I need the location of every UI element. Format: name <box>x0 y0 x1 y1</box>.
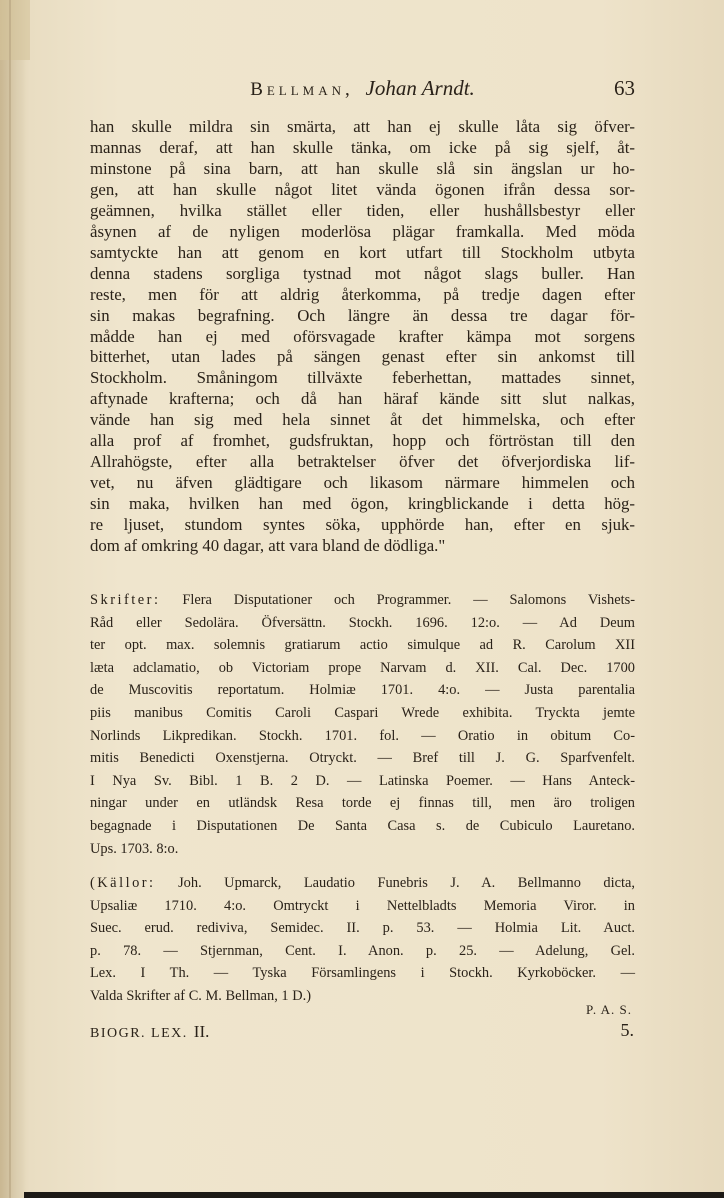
text-line: Allrahögste, efter alla betraktelser öfver det öfverjordiska lif- <box>90 452 635 472</box>
body-text <box>90 117 635 557</box>
text-line: geämnen, hvilka stället eller tiden, eller hushållsbestyr eller <box>90 200 635 220</box>
text-line: vände han sig med hela sinnet åt det himmelska, och efter <box>90 410 635 430</box>
running-head <box>90 76 635 106</box>
text-line: gen, att han skulle något litet vända ögonen ifrån dessa sor- <box>90 179 635 199</box>
text-line: p. 78. — Stjernman, Cent. I. Anon. p. 25. — Adelung, Gel. <box>90 942 635 959</box>
text-line: denna stadens sorgliga tystnad mot något slags buller. Han <box>90 263 635 283</box>
text-line: I Nya Sv. Bibl. 1 B. 2 D. — Latinska Poemer. — Hans Anteck- <box>90 772 635 789</box>
text-line: Lex. I Th. — Tyska Församlingens i Stockh. Kyrkoböcker. — <box>90 965 635 982</box>
text-line: (Källor: Joh. Upmarck, Laudatio Funebris J. A. Bellmanno dicta, <box>90 875 635 891</box>
running-head-subject: Johan Arndt. <box>365 76 475 100</box>
footer-book-title: BIOGR. LEX. <box>90 1026 188 1041</box>
text-line: mitis Benedicti Oxenstjerna. Otryckt. — Bref till J. G. Sparfvenfelt. <box>90 750 635 767</box>
text-line: Norlinds Likpredikan. Stockh. 1701. fol. — Oratio in obitum Co- <box>90 727 635 744</box>
text-line: mådde han ej med oförsvagade krafter kämpa mot sorgens <box>90 326 635 346</box>
text-line: Skrifter: Flera Disputationer och Programmer. — Salomons Vishets- <box>90 592 635 608</box>
text-line: vet, nu äfven glädtigare och likasom närmare himmelen och <box>90 473 635 493</box>
text-line: Råd eller Sedolära. Öfversättn. Stockh. 1696. 12:o. — Ad Deum <box>90 614 635 631</box>
text-line: minstone på sina barn, att han skulle slå sin ängslan ur ho- <box>90 158 635 178</box>
text-line: alla prof af fromhet, gudsfruktan, hopp och förtröstan till den <box>90 431 635 451</box>
section-label: (Källor: <box>90 875 156 891</box>
text-line: han skulle mildra sin smärta, att han ej skulle låta sig öfver- <box>90 117 635 136</box>
text-line: ter opt. max. solemnis gratiarum actio simulque ad R. Carolum XII <box>90 637 635 654</box>
text-line: reste, men för att aldrig återkomma, på tredje dagen efter <box>90 284 635 304</box>
text-line: Stockholm. Småningom tillväxte feberhettan, mattades sinnet, <box>90 368 635 388</box>
page-stain <box>0 0 30 60</box>
text-line: aftynade krafterna; och då han häraf kände sitt slut nalkas, <box>90 389 635 409</box>
footer-title <box>90 1022 209 1042</box>
text-line: mannas deraf, att han skulle tänka, om icke på sig sjelf, åt- <box>90 137 635 157</box>
text-line: de Muscovitis reportatum. Holmiæ 1701. 4:o. — Justa parentalia <box>90 682 635 699</box>
text-line: Valda Skrifter af C. M. Bellman, 1 D.) <box>90 987 312 1004</box>
spine-line <box>9 0 11 1198</box>
text-line: piis manibus Comitis Caroli Caspari Wrede exhibita. Tryckta jemte <box>90 704 635 721</box>
text-line: dom af omkring 40 dagar, att vara bland de dödliga." <box>90 536 446 556</box>
text-line: sin makas begrafning. Och längre än dessa tre dagar för- <box>90 305 635 325</box>
text-line: læta adclamatio, ob Victoriam prope Narvam d. XII. Cal. Dec. 1700 <box>90 659 635 676</box>
footer-volume: II. <box>193 1022 210 1041</box>
page-bottom-edge <box>24 1192 724 1198</box>
author-signature: P. A. S. <box>586 1002 632 1017</box>
text-line: Suec. erud. rediviva, Semidec. II. p. 53. — Holmia Lit. Auct. <box>90 920 635 937</box>
text-line: åsynen af de nyligen moderlösa plägar framkalla. Med möda <box>90 221 635 241</box>
text-line: Upsaliæ 1710. 4:o. Omtryckt i Nettelbladts Memoria Viror. in <box>90 897 635 914</box>
page-number: 63 <box>614 76 635 100</box>
running-head-name: Bellman, <box>250 79 354 100</box>
footer-signature-mark: 5. <box>620 1020 634 1040</box>
text-line: samtyckte han att genom en kort utfart till Stockholm utbyta <box>90 242 635 262</box>
section-label: Skrifter: <box>90 592 161 608</box>
skrifter-section <box>90 589 635 860</box>
text-line: re ljuset, stundom syntes söka, upphörde han, efter en sjuk- <box>90 515 635 535</box>
text-line: begagnade i Disputationen De Santa Casa s. de Cubiculo Lauretano. <box>90 817 635 834</box>
page-binding-edge <box>0 0 26 1198</box>
text-line: Ups. 1703. 8:o. <box>90 840 179 857</box>
text-line: bitterhet, utan lades på sängen genast efter sin ankomst till <box>90 347 635 367</box>
text-line: sin maka, hvilken han med ögon, kringblickande i detta hög- <box>90 494 635 514</box>
kallor-section <box>90 872 635 1008</box>
text-line: ningar under en utländsk Resa torde ej finnas till, men äro troligen <box>90 795 635 812</box>
